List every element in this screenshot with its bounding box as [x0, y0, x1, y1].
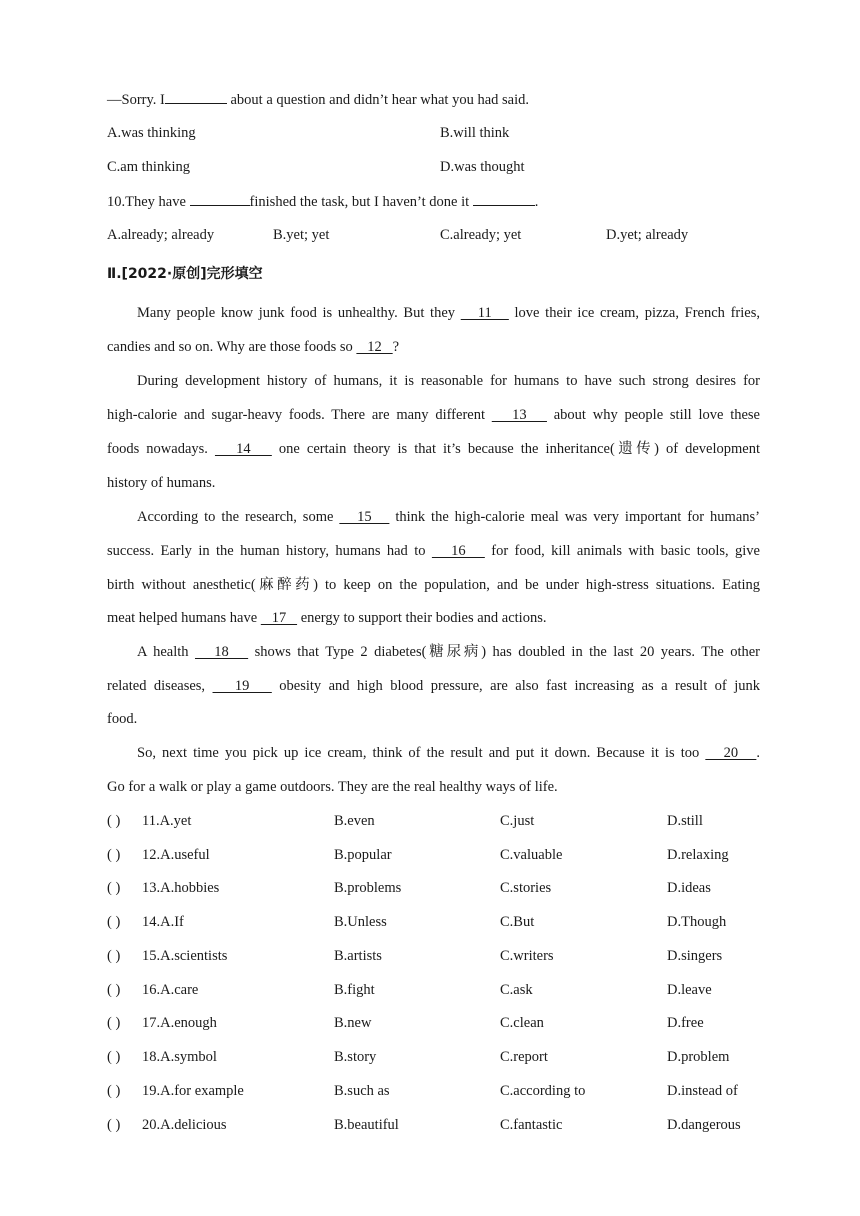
option-c: C.report: [500, 1049, 548, 1065]
blank-15: 15: [339, 509, 390, 525]
q10-option-a: A.already; already: [107, 227, 215, 243]
passage-line: Many people know junk food is unhealthy. But they 11 love their ice cream, pizza, French fries,: [137, 305, 760, 321]
blank-13: 13: [491, 407, 547, 423]
q9-stem: —Sorry. I about a question and didn’t hear what you had said.: [107, 89, 760, 110]
option-b: B.fight: [334, 982, 375, 998]
answer-parens[interactable]: ( ): [107, 1117, 121, 1133]
answer-parens[interactable]: ( ): [107, 1049, 121, 1065]
answer-parens[interactable]: ( ): [107, 1015, 121, 1031]
answer-parens[interactable]: ( ): [107, 813, 121, 829]
option-d: D.Though: [667, 914, 727, 930]
question-row: [107, 845, 767, 865]
question-row: [107, 980, 767, 1000]
blank-12: 12: [356, 339, 393, 355]
question-row: [107, 946, 767, 966]
question-row: [107, 878, 767, 898]
blank-19: 19: [212, 678, 272, 694]
blank-17: 17: [260, 610, 298, 626]
question-row: [107, 1081, 767, 1101]
option-a: 12.A.useful: [142, 847, 210, 863]
answer-parens[interactable]: ( ): [107, 847, 121, 863]
answer-parens[interactable]: ( ): [107, 982, 121, 998]
question-row: [107, 811, 767, 831]
blank-14: 14: [214, 441, 272, 457]
option-b: B.such as: [334, 1083, 390, 1099]
option-c: C.ask: [500, 982, 533, 998]
answer-parens[interactable]: ( ): [107, 948, 121, 964]
q10-option-b: B.yet; yet: [273, 227, 330, 243]
option-a: 14.A.If: [142, 914, 184, 930]
q10-option-c: C.already; yet: [440, 227, 522, 243]
passage-line: high-calorie and sugar-heavy foods. There are many different 13 about why people still love these: [107, 407, 760, 423]
option-b: B.popular: [334, 847, 392, 863]
option-d: D.ideas: [667, 880, 711, 896]
passage-line: foods nowadays. 14 one certain theory is that it’s because the inheritance(遗传) of development: [107, 441, 760, 457]
blank-20: 20: [705, 745, 757, 761]
option-c: C.stories: [500, 880, 552, 896]
q9-option-b: B.will think: [440, 125, 510, 141]
passage-line: During development history of humans, it is reasonable for humans to have such strong desires for: [137, 373, 760, 389]
option-a: 20.A.delicious: [142, 1117, 227, 1133]
q10-option-d: D.yet; already: [606, 227, 689, 243]
blank-16: 16: [431, 543, 485, 559]
option-a: 18.A.symbol: [142, 1049, 217, 1065]
passage-line: A health 18 shows that Type 2 diabetes(糖尿病) has doubled in the last 20 years. The other: [137, 644, 760, 660]
passage-line: meat helped humans have 17 energy to support their bodies and actions.: [107, 610, 547, 626]
answer-parens[interactable]: ( ): [107, 880, 121, 896]
question-row: [107, 1115, 767, 1135]
option-d: D.free: [667, 1015, 704, 1031]
option-a: 15.A.scientists: [142, 948, 228, 964]
q9-option-a: A.was thinking: [107, 125, 196, 141]
section-heading: Ⅱ.[2022·原创]完形填空: [107, 266, 263, 282]
option-d: D.still: [667, 813, 703, 829]
option-d: D.leave: [667, 982, 712, 998]
question-row: [107, 1047, 767, 1067]
passage-line: food.: [107, 711, 138, 727]
question-row: [107, 912, 767, 932]
passage-line: Go for a walk or play a game outdoors. They are the real healthy ways of life.: [107, 779, 558, 795]
q9-blank: [165, 89, 227, 104]
passage-line: success. Early in the human history, humans had to 16 for food, kill animals with basic tools, give: [107, 543, 760, 559]
q9-option-c: C.am thinking: [107, 159, 190, 175]
option-b: B.new: [334, 1015, 372, 1031]
option-d: D.singers: [667, 948, 723, 964]
option-c: C.writers: [500, 948, 554, 964]
answer-parens[interactable]: ( ): [107, 914, 121, 930]
passage-line: So, next time you pick up ice cream, think of the result and put it down. Because it is too 20 .: [137, 745, 760, 761]
q9-option-d: D.was thought: [440, 159, 525, 175]
option-c: C.But: [500, 914, 535, 930]
passage-line: According to the research, some 15 think the high-calorie meal was very important for humans’: [137, 509, 760, 525]
option-a: 17.A.enough: [142, 1015, 217, 1031]
option-d: D.problem: [667, 1049, 730, 1065]
option-d: D.instead of: [667, 1083, 738, 1099]
option-c: C.fantastic: [500, 1117, 563, 1133]
passage-line: candies and so on. Why are those foods so 12 ?: [107, 339, 400, 355]
option-b: B.artists: [334, 948, 382, 964]
answer-parens[interactable]: ( ): [107, 1083, 121, 1099]
option-c: C.valuable: [500, 847, 563, 863]
option-c: C.clean: [500, 1015, 544, 1031]
option-b: B.beautiful: [334, 1117, 399, 1133]
option-c: C.according to: [500, 1083, 586, 1099]
q10-stem: 10.They have finished the task, but I haven’t done it .: [107, 191, 760, 212]
blank-11: 11: [460, 305, 509, 321]
option-a: 19.A.for example: [142, 1083, 244, 1099]
option-d: D.dangerous: [667, 1117, 741, 1133]
blank-18: 18: [194, 644, 249, 660]
option-a: 16.A.care: [142, 982, 199, 998]
option-b: B.even: [334, 813, 375, 829]
q10-blank-2: [473, 191, 535, 206]
q10-blank-1: [190, 191, 250, 206]
question-row: [107, 1013, 767, 1033]
option-b: B.story: [334, 1049, 377, 1065]
passage-line: birth without anesthetic(麻醉药) to keep on the population, and be under high-stress situations. Eating: [107, 577, 760, 593]
option-c: C.just: [500, 813, 535, 829]
passage-line: related diseases, 19 obesity and high blood pressure, are also fast increasing as a result of junk: [107, 678, 761, 694]
option-b: B.Unless: [334, 914, 387, 930]
option-a: 11.A.yet: [142, 813, 192, 829]
option-d: D.relaxing: [667, 847, 729, 863]
option-a: 13.A.hobbies: [142, 880, 220, 896]
option-b: B.problems: [334, 880, 402, 896]
passage-line: history of humans.: [107, 475, 216, 491]
